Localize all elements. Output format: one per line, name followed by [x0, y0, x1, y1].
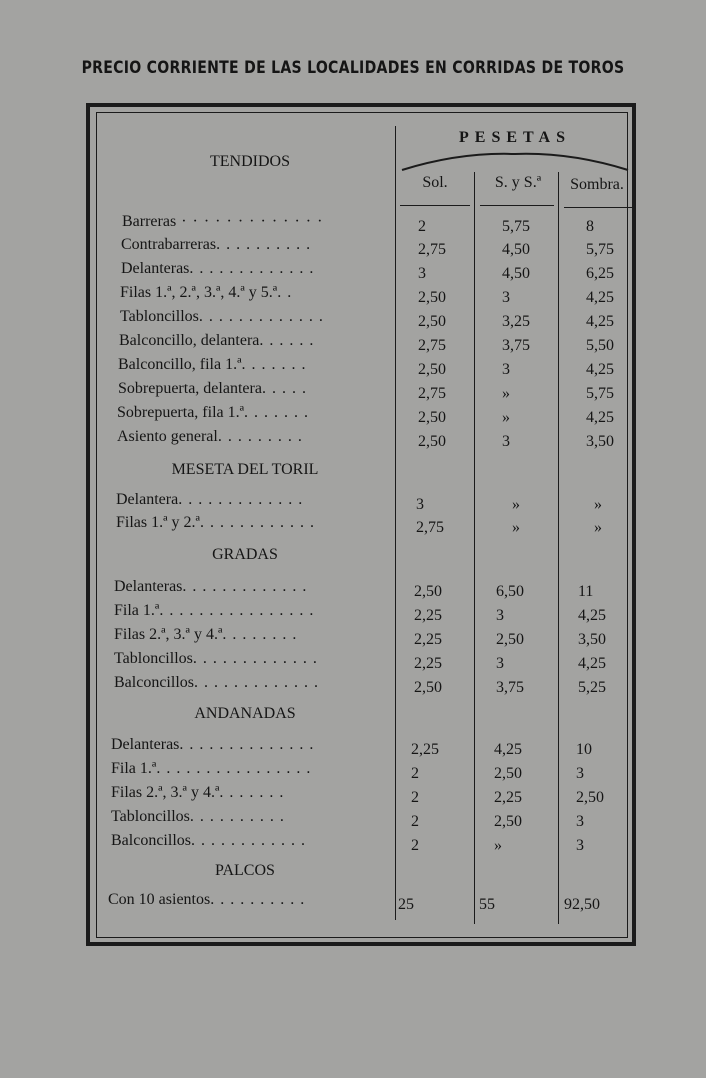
row-label — [117, 427, 378, 447]
row-label-text: Tabloncillos — [114, 650, 193, 667]
page-title: PRECIO CORRIENTE DE LAS LOCALIDADES EN CORRIDAS DE TOROS — [81, 58, 625, 78]
row-label — [114, 649, 378, 669]
cell-sol: 2,25 — [414, 655, 442, 672]
row-label — [119, 331, 378, 351]
cell-sombra: 5,75 — [586, 385, 614, 402]
row-label-text: Filas 2.ª, 3.ª y 4.ª — [114, 626, 223, 643]
cell-sys: 55 — [479, 896, 495, 913]
cell-sol: 2,50 — [418, 409, 446, 426]
leader-dots: . . . . . . . . . — [217, 428, 303, 445]
leader-dots: . . . . . . . . . . . . . . . . — [156, 760, 312, 777]
cell-sombra: 4,25 — [586, 361, 614, 378]
column-header-sombra: Sombra. — [570, 176, 624, 193]
row-label-text: Delantera — [116, 491, 179, 508]
row-label — [116, 513, 378, 533]
cell-sys: 6,50 — [496, 583, 524, 600]
row-label-text: Balconcillo, fila 1.ª — [118, 356, 242, 373]
cell-sys: 3 — [496, 655, 504, 672]
row-label-text: Sobrepuerta, delantera — [118, 380, 262, 397]
leader-dots: . . . . . . . — [241, 356, 307, 373]
row-label-text: Asiento general — [117, 428, 218, 445]
row-label — [114, 625, 378, 645]
row-label-text: Balconcillo, delantera — [119, 332, 260, 349]
row-label — [118, 379, 378, 399]
cell-sombra: 4,25 — [586, 289, 614, 306]
section-title: PALCOS — [215, 862, 275, 879]
cell-sol: 25 — [398, 896, 414, 913]
cell-sol: 2,50 — [414, 583, 442, 600]
row-label — [111, 735, 378, 755]
leader-dots: . . . . . . . . . . . . — [190, 832, 306, 849]
leader-dots: . . . . . . . . . . . . . — [178, 491, 304, 508]
leader-dots: . . . . . . . . — [222, 626, 298, 643]
cell-sys: » — [512, 496, 520, 513]
cell-sol: 2,25 — [411, 741, 439, 758]
row-label-text: Contrabarreras — [121, 236, 217, 253]
cell-sol: 2 — [411, 813, 419, 830]
leader-dots: · · · · · · · · · · · · · — [176, 213, 324, 230]
row-label — [111, 831, 378, 851]
row-label — [114, 577, 378, 597]
cell-sombra: » — [594, 519, 602, 536]
cell-sol: 2,75 — [418, 385, 446, 402]
cell-sys: » — [502, 385, 510, 402]
cell-sol: 2,50 — [418, 433, 446, 450]
row-label — [108, 890, 378, 910]
leader-dots: . . . . . — [261, 380, 307, 397]
cell-sombra: 3 — [576, 837, 584, 854]
cell-sombra: 5,25 — [578, 679, 606, 696]
cell-sombra: 2,50 — [576, 789, 604, 806]
cell-sombra: 4,25 — [586, 409, 614, 426]
cell-sys: » — [494, 837, 502, 854]
cell-sys: 3,25 — [502, 313, 530, 330]
cell-sombra: » — [594, 496, 602, 513]
cell-sombra: 4,25 — [578, 607, 606, 624]
cell-sombra: 3,50 — [578, 631, 606, 648]
leader-dots: . . . . . . — [259, 332, 315, 349]
bracket-path — [402, 154, 628, 170]
cell-sol: 2,50 — [418, 289, 446, 306]
section-title: MESETA DEL TORIL — [171, 461, 319, 478]
leader-dots: . . . . . . . . . . . . . — [182, 578, 308, 595]
header-rule — [480, 205, 554, 206]
row-label — [116, 490, 378, 510]
cell-sys: 2,50 — [494, 813, 522, 830]
cell-sys: 3 — [502, 433, 510, 450]
cell-sol: 2,50 — [418, 361, 446, 378]
cell-sys: 4,50 — [502, 241, 530, 258]
cell-sombra: 8 — [586, 218, 594, 235]
row-label — [120, 307, 378, 327]
cell-sol: 2 — [418, 218, 426, 235]
cell-sol: 2,75 — [416, 519, 444, 536]
column-header-sol: Sol. — [422, 174, 448, 191]
pesetas-bracket — [400, 148, 630, 172]
row-label-text: Fila 1.ª — [111, 760, 157, 777]
cell-sol: 2,25 — [414, 631, 442, 648]
cell-sol: 2 — [411, 837, 419, 854]
cell-sol: 2 — [411, 789, 419, 806]
header-rule — [400, 205, 470, 206]
cell-sombra: 4,25 — [578, 655, 606, 672]
leader-dots: . . . . . . . . . . . . . — [189, 260, 315, 277]
cell-sol: 2 — [411, 765, 419, 782]
cell-sys: 2,25 — [494, 789, 522, 806]
section-title: ANDANADAS — [194, 705, 296, 722]
cell-sol: 3 — [418, 265, 426, 282]
cell-sys: 4,25 — [494, 741, 522, 758]
row-label — [111, 807, 378, 827]
cell-sombra: 11 — [578, 583, 594, 600]
leader-dots: . . . . . . . . . . . . . — [192, 650, 318, 667]
row-label-text: Barreras — [122, 213, 177, 230]
row-label-text: Fila 1.ª — [114, 602, 160, 619]
row-label — [122, 212, 378, 232]
leader-dots: . . . . . . . . . . . . . — [198, 308, 324, 325]
cell-sol: 2,75 — [418, 241, 446, 258]
cell-sys: 3 — [496, 607, 504, 624]
pesetas-header: PESETAS — [459, 129, 571, 146]
leader-dots: . . . . . . . . . . . . . . — [179, 736, 315, 753]
cell-sol: 2,25 — [414, 607, 442, 624]
row-label — [121, 259, 378, 279]
cell-sys: 3 — [502, 289, 510, 306]
row-label — [118, 355, 378, 375]
cell-sys: 3,75 — [496, 679, 524, 696]
cell-sys: » — [512, 519, 520, 536]
cell-sys: 5,75 — [502, 218, 530, 235]
cell-sombra: 92,50 — [564, 896, 600, 913]
leader-dots: . . . . . . . . . . — [210, 891, 306, 908]
cell-sol: 3 — [416, 496, 424, 513]
cell-sol: 2,50 — [414, 679, 442, 696]
tendidos-header: TENDIDOS — [210, 153, 290, 170]
row-label — [111, 783, 378, 803]
leader-dots: . . . . . . . . . . — [189, 808, 285, 825]
row-label — [114, 673, 378, 693]
row-label-text: Tabloncillos — [111, 808, 190, 825]
leader-dots: . . . . . . . — [219, 784, 285, 801]
cell-sys: 3 — [502, 361, 510, 378]
row-label-text: Con 10 asientos — [108, 891, 211, 908]
row-label-text: Filas 2.ª, 3.ª y 4.ª — [111, 784, 220, 801]
row-label-text: Sobrepuerta, fila 1.ª — [117, 404, 245, 421]
row-label-text: Tabloncillos — [120, 308, 199, 325]
cell-sys: 4,50 — [502, 265, 530, 282]
cell-sombra: 3 — [576, 813, 584, 830]
cell-sys: 3,75 — [502, 337, 530, 354]
row-label-text: Delanteras — [114, 578, 183, 595]
row-label — [120, 283, 378, 303]
cell-sol: 2,50 — [418, 313, 446, 330]
cell-sol: 2,75 — [418, 337, 446, 354]
leader-dots: . . . . . . . . . . — [216, 236, 312, 253]
section-title: GRADAS — [212, 546, 278, 563]
row-label-text: Balconcillos — [114, 674, 194, 691]
leader-dots: . . . . . . . . . . . . — [199, 514, 315, 531]
cell-sombra: 6,25 — [586, 265, 614, 282]
row-label — [114, 601, 378, 621]
row-label-text: Delanteras — [111, 736, 180, 753]
cell-sombra: 5,50 — [586, 337, 614, 354]
cell-sombra: 4,25 — [586, 313, 614, 330]
cell-sombra: 10 — [576, 741, 592, 758]
cell-sys: 2,50 — [494, 765, 522, 782]
row-label — [111, 759, 378, 779]
row-label — [121, 235, 378, 255]
cell-sombra: 3 — [576, 765, 584, 782]
column-divider — [395, 126, 396, 920]
column-divider — [474, 172, 475, 924]
leader-dots: . . . . . . . . . . . . . . . . — [159, 602, 315, 619]
cell-sys: 2,50 — [496, 631, 524, 648]
cell-sys: » — [502, 409, 510, 426]
leader-dots: . . — [277, 284, 293, 301]
column-header-sys: S. y S.ª — [494, 174, 542, 191]
column-divider — [558, 172, 559, 924]
row-label-text: Delanteras — [121, 260, 190, 277]
row-label-text: Filas 1.ª y 2.ª — [116, 514, 200, 531]
row-label-text: Filas 1.ª, 2.ª, 3.ª, 4.ª y 5.ª — [120, 284, 278, 301]
row-label-text: Balconcillos — [111, 832, 191, 849]
row-label — [117, 403, 378, 423]
leader-dots: . . . . . . . . . . . . . — [193, 674, 319, 691]
leader-dots: . . . . . . . — [244, 404, 310, 421]
header-rule — [564, 207, 632, 208]
cell-sombra: 5,75 — [586, 241, 614, 258]
cell-sombra: 3,50 — [586, 433, 614, 450]
